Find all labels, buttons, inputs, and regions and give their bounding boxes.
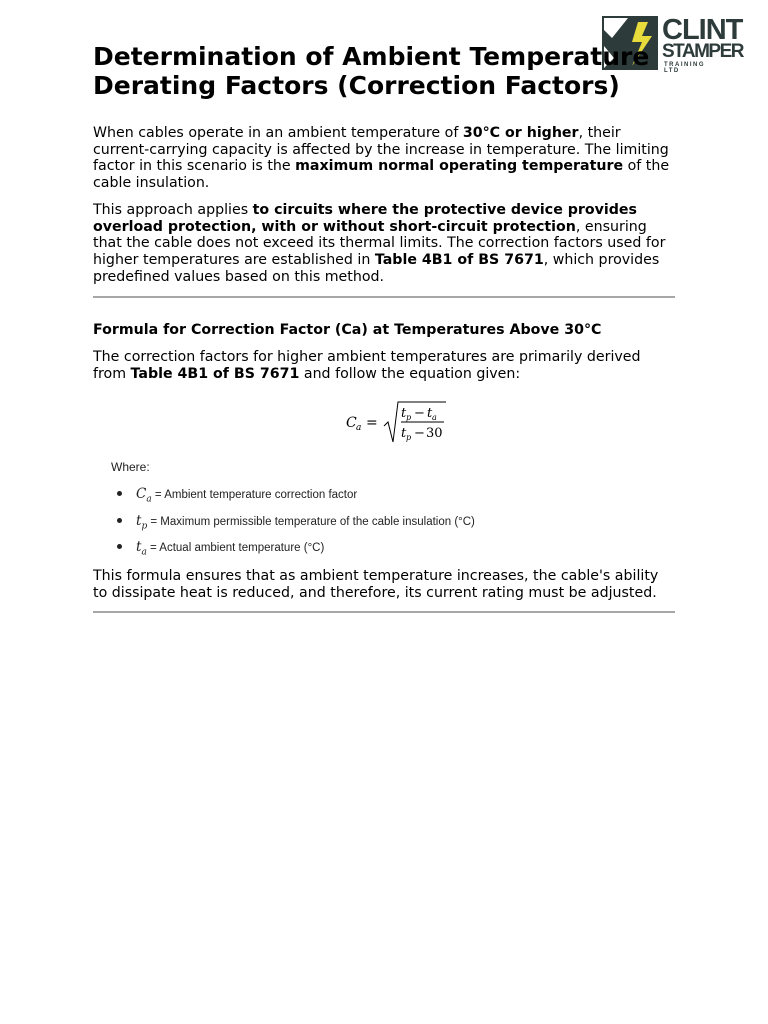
divider-bottom	[93, 611, 675, 613]
logo-text-training: TRAINING LTD	[664, 62, 705, 74]
svg-text:p: p	[406, 413, 412, 422]
svg-text:=: =	[366, 415, 378, 431]
svg-text:a: a	[432, 413, 437, 422]
svg-text:a: a	[356, 423, 362, 433]
symbol-definitions	[115, 482, 475, 562]
where-label: Where:	[111, 460, 150, 474]
intro-paragraph: When cables operate in an ambient temperature of 30°C or higher, their current-carrying capacity is affected by the increase in temperature. The limiting factor in this scenario is the maximum normal operating temperature of the cable insulation.	[93, 125, 670, 192]
svg-text:−: −	[414, 426, 425, 441]
page-title: Determination of Ambient Temperature Derating Factors (Correction Factors)	[93, 42, 650, 100]
divider	[93, 296, 675, 298]
approach-paragraph: This approach applies to circuits where the protective device provides overload protection, with or without short-circuit protection, ensuring that the cable does not exceed its thermal limits. The correction factors used for higher temperatures are established in Table 4B1 of BS 7671, which provides predefined values based on this method.	[93, 202, 666, 285]
svg-text:t: t	[401, 406, 407, 421]
svg-text:−: −	[414, 406, 425, 421]
svg-text:p: p	[406, 433, 412, 442]
conclusion-paragraph: This formula ensures that as ambient temperature increases, the cable's ability to dissipate heat is reduced, and therefore, its current rating must be adjusted.	[93, 568, 659, 601]
svg-text:30: 30	[426, 426, 443, 441]
formula-intro-paragraph: The correction factors for higher ambient temperatures are primarily derived from Table 4B1 of BS 7671 and follow the equation given:	[93, 349, 641, 382]
logo-text-clint: CLINT	[662, 14, 743, 46]
definition-ca: $C_a$ = Ambient temperature correction factor	[115, 482, 475, 509]
svg-text:t: t	[401, 426, 407, 441]
definition-tp: $t_p$ = Maximum permissible temperature of the cable insulation (°C)	[115, 509, 475, 536]
section-heading: Formula for Correction Factor (Ca) at Temperatures Above 30°C	[93, 322, 602, 338]
correction-factor-formula	[346, 398, 456, 446]
svg-text:C: C	[346, 415, 357, 431]
logo-text-stamper: STAMPER	[662, 41, 743, 62]
definition-ta: $t_a$ = Actual ambient temperature (°C)	[115, 535, 475, 562]
svg-text:t: t	[427, 406, 433, 421]
